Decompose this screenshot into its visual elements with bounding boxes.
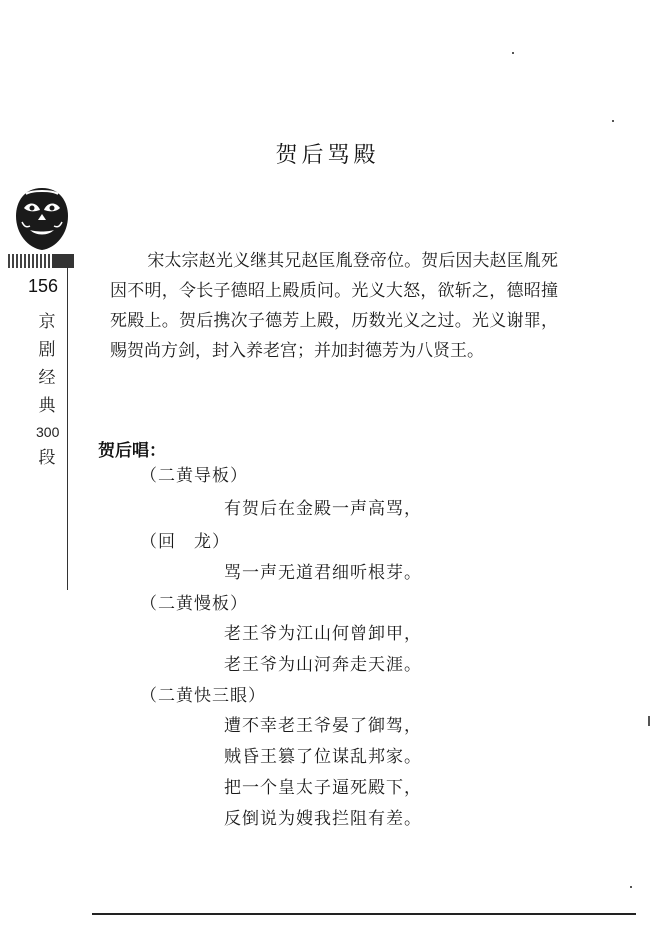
- verse-line: 贼昏王篡了位谋乱邦家。: [224, 747, 422, 767]
- page-title: 贺后骂殿: [275, 143, 380, 168]
- decorative-band: [8, 254, 74, 268]
- verse-line: 老王爷为江山何曾卸甲，: [224, 624, 422, 644]
- verse-line: 遭不幸老王爷晏了御驾，: [224, 716, 422, 736]
- book-title-vertical: [36, 308, 58, 472]
- book-title-char: 段: [38, 448, 56, 468]
- verse-line: 老王爷为山河奔走天涯。: [224, 655, 422, 675]
- tune-label: （二黄导板）: [140, 466, 248, 486]
- tune-label: （二黄慢板）: [140, 594, 248, 614]
- tune-label: （二黄快三眼）: [140, 686, 266, 706]
- bottom-rule: [92, 913, 636, 915]
- singer-heading: 贺后唱：: [98, 441, 166, 461]
- book-title-char: 经: [38, 368, 56, 388]
- intro-text: 宋太宗赵光义继其兄赵匡胤登帝位。贺后因夫赵匡胤死因不明，令长子德昭上殿质问。光义大怒，欲斩之，德昭撞死殿上。贺后携次子德芳上殿，历数光义之过。光义谢罪，赐贺尚方剑，封入养老宫；并加封德芳为八贤王。: [110, 251, 558, 361]
- tune-label: （回 龙）: [140, 532, 230, 552]
- scan-speck: [630, 886, 632, 888]
- opera-mask-icon: [12, 186, 72, 252]
- verse-line: 把一个皇太子逼死殿下，: [224, 778, 422, 798]
- scan-speck: [648, 716, 650, 726]
- scan-speck: [612, 120, 614, 122]
- intro-paragraph: [110, 246, 558, 366]
- page-number: 156: [28, 276, 59, 296]
- book-title-char: 京: [38, 312, 56, 332]
- book-title-char: 典: [38, 396, 56, 416]
- margin-divider: [67, 262, 68, 590]
- book-title-number: 300: [36, 424, 60, 440]
- book-title-char: 剧: [38, 340, 56, 360]
- verse-line: 反倒说为嫂我拦阻有差。: [224, 809, 422, 829]
- verse-line: 有贺后在金殿一声高骂，: [224, 499, 422, 519]
- scan-speck: [512, 52, 514, 54]
- verse-line: 骂一声无道君细听根芽。: [224, 563, 422, 583]
